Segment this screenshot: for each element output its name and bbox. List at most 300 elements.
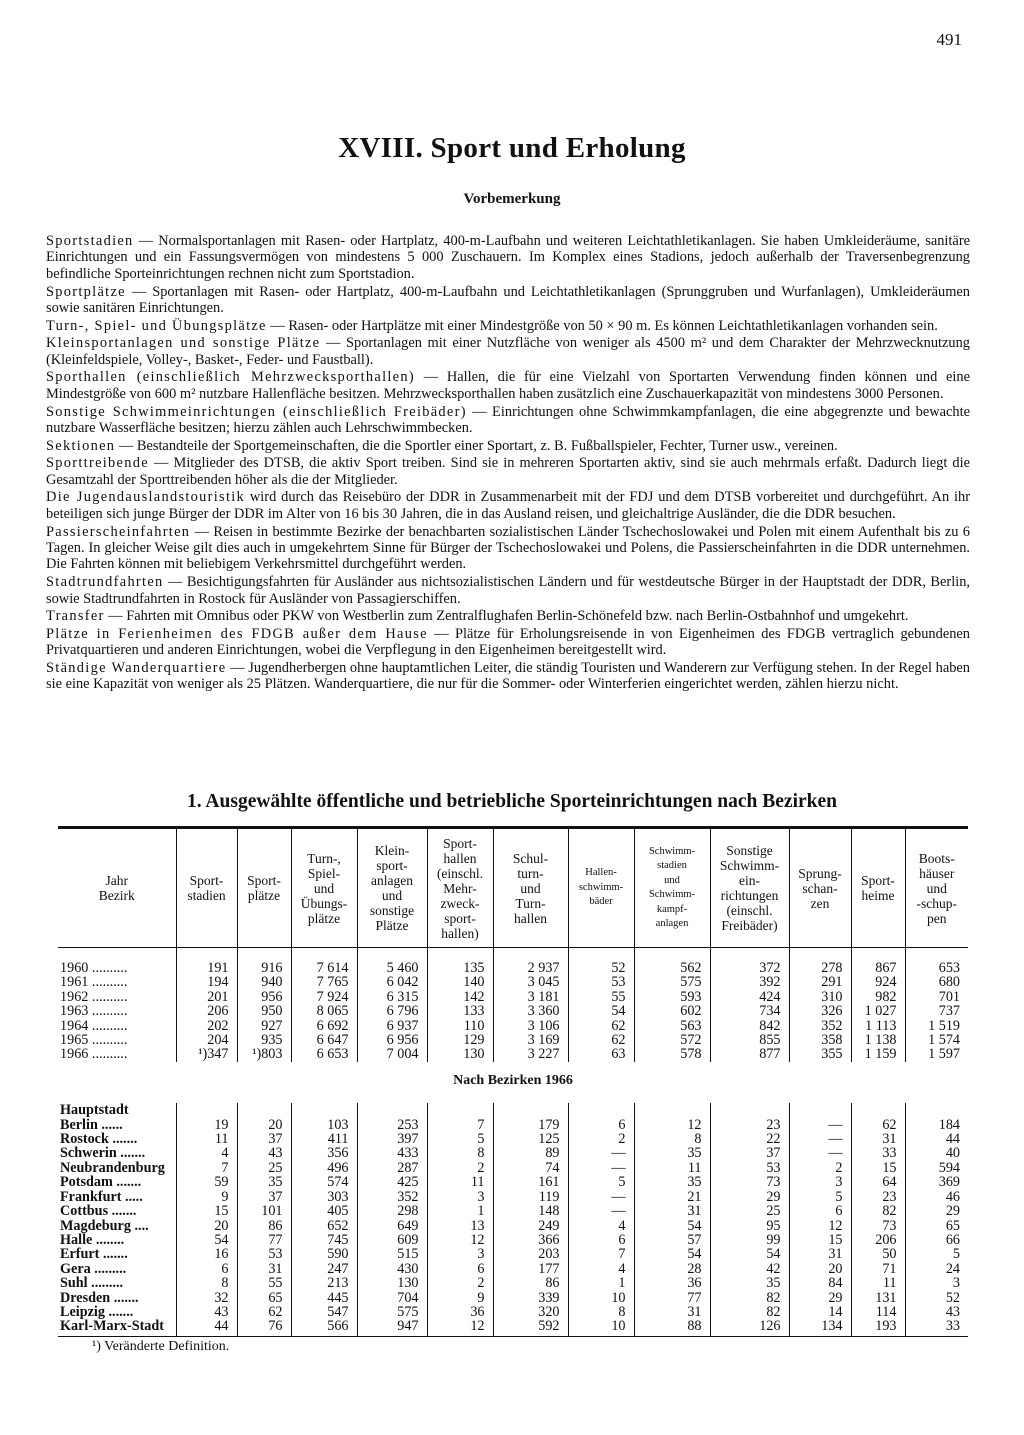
table-cell: 88 [634,1319,710,1336]
table-row [58,1004,968,1018]
table-cell: 6 796 [357,1004,427,1018]
table-cell: 592 [493,1319,568,1336]
row-label: 1966 .......... [60,1046,128,1063]
table-cell: 15 [176,1204,237,1218]
table-cell: 133 [427,1004,493,1018]
table-cell: 8 [634,1132,710,1146]
table-cell: 31 [789,1247,851,1261]
table-cell: 7 004 [357,1047,427,1061]
row-label: Karl-Marx-Stadt [58,1319,176,1336]
table-cell: 22 [710,1132,789,1146]
row-label: 1964 .......... [60,1017,128,1034]
table-cell: 425 [357,1175,427,1189]
table-cell: — [568,1204,634,1218]
table-row [58,1103,968,1117]
table-cell: 6 [176,1262,237,1276]
table-cell: 37 [237,1190,291,1204]
table-cell: 566 [291,1319,357,1336]
table-cell: 13 [427,1219,493,1233]
sports-facilities-table [58,826,968,1337]
table-cell: 2 [427,1161,493,1175]
table-cell: 15 [851,1161,905,1175]
table-cell: 202 [176,1019,237,1033]
table-cell: 734 [710,1004,789,1018]
table-cell: 6 647 [291,1033,357,1047]
table-cell [710,1103,789,1117]
definition-term: Kleinsportanlagen und sonstige Plätze [46,335,321,352]
table-cell: 3 [789,1175,851,1189]
column-header: Schwimm- stadien und Schwimm- kampf- anlagen [634,828,710,948]
table-cell: 574 [291,1175,357,1189]
definition-text: — Hallen, die für eine Vielzahl von Sportarten Verwendung finden können und eine Mindestgröße von 600 m² nutzbare Hallenfläche besitzen. Mehrzwecksporthallen haben zusätzlich eine Zuschauerkapazität von mindestens 3000 Personen. [46,369,971,402]
table-cell: 82 [710,1291,789,1305]
table-cell: 6 [568,1233,634,1247]
table-row [58,1233,968,1247]
table-cell: 57 [634,1233,710,1247]
table-cell: 10 [568,1291,634,1305]
row-label: 1965 .......... [60,1032,128,1049]
table-cell: 62 [568,1033,634,1047]
table-cell: 53 [710,1161,789,1175]
table-cell: 12 [427,1319,493,1336]
table-cell: 62 [851,1118,905,1132]
table-header-row [58,828,968,948]
table-cell: 129 [427,1033,493,1047]
table-cell: 602 [634,1004,710,1018]
definition-text: — Bestandteile der Sportgemeinschaften, die die Sportler einer Sportart, z. B. Fußballspieler, Fechter, Turner usw., vereinen. [115,437,838,454]
table-cell: 3 [427,1247,493,1261]
table-cell: 278 [789,948,851,976]
table-cell: 563 [634,1019,710,1033]
definition-entry [46,574,970,607]
table-cell: 339 [493,1291,568,1305]
row-label: Dresden ....... [60,1289,139,1306]
table-cell: 35 [634,1146,710,1160]
table-cell: 253 [357,1118,427,1132]
table-cell: 194 [176,975,237,989]
table-cell: 177 [493,1262,568,1276]
table-cell: 140 [427,975,493,989]
table-cell: 36 [634,1276,710,1290]
table-cell: 213 [291,1276,357,1290]
table-cell [905,1103,968,1117]
table-cell: 430 [357,1262,427,1276]
table-cell: 927 [237,1019,291,1033]
table-cell: 23 [710,1118,789,1132]
table-cell: 19 [176,1118,237,1132]
table-cell: 3 227 [493,1047,568,1061]
definition-text: — Reisen in bestimmte Bezirke der benachbarten sozialistischen Länder Tschechoslowakei und Polen mit einem Aufenthalt bis zu 6 Tagen. In gleicher Weise gilt dies auch in umgekehrtem Sinne für Bürger der Tschechoslowakei und Polens, die Passierscheinfahrten in die DDR unternehmen. Die Fahrten können mit beliebigem Verkehrsmittel durchgeführt werden. [46,523,970,573]
table-cell: 16 [176,1247,237,1261]
table-cell [291,1103,357,1117]
definition-term: Stadtrundfahrten [46,574,164,591]
table-cell: — [568,1161,634,1175]
table-cell: 5 [568,1175,634,1189]
table-cell: 392 [710,975,789,989]
table-cell: 5 [905,1247,968,1261]
table-cell: 148 [493,1204,568,1218]
table-cell: 572 [634,1033,710,1047]
chapter-title: XVIII. Sport und Erholung [338,132,686,164]
table-cell: 590 [291,1247,357,1261]
table-cell: — [568,1190,634,1204]
table-cell: 2 [568,1132,634,1146]
definition-text: wird durch das Reisebüro der DDR in Zusammenarbeit mit der FDJ und dem DTSB vorbereitet und durchgeführt. An ihr beteiligen sich junge Bürger der DDR im Alter von 16 bis 30 Jahren, die in das Ausland reisen, und gleichaltrige Ausländer, die die DDR besuchen. [46,489,970,522]
table-cell: 101 [237,1204,291,1218]
table-cell: 6 653 [291,1047,357,1061]
table-cell: 4 [568,1219,634,1233]
table-cell: 326 [789,1004,851,1018]
table-cell: 46 [905,1190,968,1204]
table-cell: 1 159 [851,1047,905,1061]
table-cell: 43 [176,1305,237,1319]
table-cell: 424 [710,990,789,1004]
table-cell: 578 [634,1047,710,1061]
table-cell: 21 [634,1190,710,1204]
table-cell: 867 [851,948,905,976]
table-cell: 63 [568,1047,634,1061]
row-label: 1962 .......... [60,988,128,1005]
table-cell: 562 [634,948,710,976]
definition-text: — Normalsportanlagen mit Rasen- oder Hartplatz, 400-m-Laufbahn und weiteren Leichtathletikanlagen. Sie haben Umkleideräume, sanitäre Einrichtungen und ein Fassungsvermögen von mindestens 5 000 Zuschauern. Im Komplex eines Stadions, jedoch außerhalb der Traversenbegrenzung befindliche Sporteinrichtungen rechnen nicht zum Sportstadion. [46,233,970,282]
table-cell: 31 [237,1262,291,1276]
table-cell: 1 [427,1204,493,1218]
footnote: ¹) Veränderte Definition. [92,1339,230,1354]
column-header: Klein- sport- anlagen und sonstige Plätze [357,828,427,948]
table-row [58,1175,968,1189]
definition-entry [46,369,970,402]
table-cell: 11 [176,1132,237,1146]
definition-entry [46,524,970,573]
table-cell: 37 [237,1132,291,1146]
row-label: Schwerin ....... [60,1145,146,1162]
table-cell: 50 [851,1247,905,1261]
table-cell: 76 [237,1319,291,1336]
table-cell: 356 [291,1146,357,1160]
table-cell: 131 [851,1291,905,1305]
row-label: Suhl ......... [60,1275,124,1292]
table-row [58,1305,968,1319]
table-cell: 53 [237,1247,291,1261]
table-cell: 55 [568,990,634,1004]
table-cell: 184 [905,1118,968,1132]
table-cell: 15 [789,1233,851,1247]
table-cell: 161 [493,1175,568,1189]
table-row [58,1047,968,1061]
table-cell: 65 [905,1219,968,1233]
table-cell: 35 [710,1276,789,1290]
table-cell: 86 [493,1276,568,1290]
table-cell: 1 113 [851,1019,905,1033]
row-label: 1960 .......... [60,960,128,976]
table-cell: 8 [427,1146,493,1160]
table-cell: 25 [710,1204,789,1218]
table-cell: 7 765 [291,975,357,989]
table-cell: 2 [789,1161,851,1175]
table-cell: 6 956 [357,1033,427,1047]
table-cell: 291 [789,975,851,989]
table-cell: 7 614 [291,948,357,976]
table-cell: 29 [710,1190,789,1204]
table-row [58,1319,968,1336]
table-cell: 2 937 [493,948,568,976]
column-header: Boots- häuser und -schup- pen [905,828,968,948]
row-label: Halle ........ [60,1231,125,1248]
table-cell: 515 [357,1247,427,1261]
table-cell: 310 [789,990,851,1004]
table-cell: 653 [905,948,968,976]
table-cell: 84 [789,1276,851,1290]
row-label: Leipzig ....... [60,1303,134,1320]
table-cell: 352 [789,1019,851,1033]
table-cell: 445 [291,1291,357,1305]
table-row [58,1204,968,1218]
table-row [58,1190,968,1204]
table-cell: 206 [851,1233,905,1247]
table-cell: 249 [493,1219,568,1233]
table-cell: 877 [710,1047,789,1061]
preface-heading: Vorbemerkung [463,191,561,207]
row-label: Frankfurt ..... [60,1188,143,1205]
table-cell: 31 [851,1132,905,1146]
table-cell: 1 027 [851,1004,905,1018]
table-cell: 71 [851,1262,905,1276]
table-row [58,948,968,976]
table-cell: 3 360 [493,1004,568,1018]
table-cell: 135 [427,948,493,976]
table-cell: 36 [427,1305,493,1319]
table-cell: 82 [851,1204,905,1218]
definition-term: Plätze in Ferienheimen des FDGB außer dem Hause [46,625,428,642]
table-row [58,1276,968,1290]
table-cell: 6 315 [357,990,427,1004]
table-cell: 594 [905,1161,968,1175]
definition-entry [46,455,970,488]
table-cell: 704 [357,1291,427,1305]
table-cell: 201 [176,990,237,1004]
table-cell: 114 [851,1305,905,1319]
row-label: Gera ......... [60,1260,127,1277]
table-cell: 680 [905,975,968,989]
table-cell [568,1103,634,1117]
table-cell: — [789,1132,851,1146]
table-cell: 11 [427,1175,493,1189]
table-cell: 9 [427,1291,493,1305]
column-header: Sprung- schan- zen [789,828,851,948]
row-label: 1961 .......... [60,974,128,991]
table-cell [789,1103,851,1117]
definition-term: Sportplätze [46,283,126,300]
table-row [58,1118,968,1132]
table-cell [493,1103,568,1117]
table-cell: 6 042 [357,975,427,989]
table-cell: 43 [905,1305,968,1319]
table-cell: 66 [905,1233,968,1247]
table-title: 1. Ausgewählte öffentliche und betriebliche Sporteinrichtungen nach Bezirken [187,791,837,812]
table-row [58,990,968,1004]
table-cell: 947 [357,1319,427,1336]
definition-text: — Rasen- oder Hartplätze mit einer Mindestgröße von 50 × 90 m. Es können Leichtathletikanlagen vorhanden sein. [266,317,938,334]
table-cell: 1 138 [851,1033,905,1047]
table-cell: 29 [789,1291,851,1305]
table-row [58,1291,968,1305]
table-cell: 20 [176,1219,237,1233]
table-cell: 6 [568,1118,634,1132]
table-cell: 14 [789,1305,851,1319]
definition-entry [46,335,970,368]
table-cell: 303 [291,1190,357,1204]
table-cell [237,1103,291,1117]
table-cell: 11 [851,1276,905,1290]
definition-term: Sonstige Schwimmeinrichtungen (einschließlich Freibäder) [46,403,467,420]
table-cell: 3 [905,1276,968,1290]
table-subheading: Nach Bezirken 1966 [453,1072,573,1088]
table-cell: 405 [291,1204,357,1218]
definition-term: Transfer [46,608,105,625]
table-cell: — [789,1118,851,1132]
table-cell: 53 [568,975,634,989]
table-cell: 397 [357,1132,427,1146]
table-cell: 130 [357,1276,427,1290]
table-row [58,1161,968,1175]
row-label: Cottbus ....... [60,1203,137,1220]
table-cell: 130 [427,1047,493,1061]
column-header: Sport- stadien [176,828,237,948]
table-cell: 28 [634,1262,710,1276]
table-cell [176,1103,237,1117]
definition-term: Sektionen [46,437,116,454]
table-cell: 652 [291,1219,357,1233]
table-cell: 1 519 [905,1019,968,1033]
table-cell: 42 [710,1262,789,1276]
table-cell: 64 [851,1175,905,1189]
table-cell: 24 [905,1262,968,1276]
definition-entry [46,284,970,317]
table-cell: 609 [357,1233,427,1247]
column-header: Hallen- schwimm- bäder [568,828,634,948]
table-cell: 7 [568,1247,634,1261]
table-cell: 74 [493,1161,568,1175]
table-cell: 11 [634,1161,710,1175]
table-cell: 29 [905,1204,968,1218]
table-cell: 12 [789,1219,851,1233]
definition-term: Sporthallen (einschließlich Mehrzwecksporthallen) [46,369,415,386]
table-cell: 8 065 [291,1004,357,1018]
table-row [58,1132,968,1146]
table-cell: 247 [291,1262,357,1276]
table-cell: 7 [427,1118,493,1132]
table-cell: — [789,1146,851,1160]
table-row [58,1262,968,1276]
row-label: Berlin ...... [60,1116,123,1133]
table-cell: 77 [237,1233,291,1247]
table-cell: 372 [710,948,789,976]
table-cell: 31 [634,1305,710,1319]
table-row [58,1219,968,1233]
definition-term: Passierscheinfahrten [46,523,191,540]
table-cell: 5 460 [357,948,427,976]
definition-text: — Besichtigungsfahrten für Ausländer aus nichtsozialistischen Ländern und für westdeutsche Bürger in der Hauptstadt der DDR, Berlin, sowie Stadtrundfahrten in Rostock für Ausländer von Passagierschiffen. [46,574,970,607]
table-cell: 12 [427,1233,493,1247]
table-cell: 3 106 [493,1019,568,1033]
table-cell: 20 [237,1118,291,1132]
table-cell: 203 [493,1247,568,1261]
definition-entry [46,660,970,693]
table-cell: 110 [427,1019,493,1033]
table-cell: 52 [905,1291,968,1305]
table-cell: 701 [905,990,968,1004]
table-cell: 6 692 [291,1019,357,1033]
table-cell: 43 [237,1146,291,1160]
table-cell: 916 [237,948,291,976]
table-cell: 73 [710,1175,789,1189]
table-cell: 125 [493,1132,568,1146]
column-header: Schul- turn- und Turn- hallen [493,828,568,948]
table-cell: 950 [237,1004,291,1018]
column-header: Sport- heime [851,828,905,948]
table-cell: 6 937 [357,1019,427,1033]
table-cell: 20 [789,1262,851,1276]
column-header: Sport- plätze [237,828,291,948]
table-cell: 54 [568,1004,634,1018]
table-cell: 62 [237,1305,291,1319]
table-cell: 3 181 [493,990,568,1004]
table-cell: 23 [851,1190,905,1204]
table-cell: 35 [634,1175,710,1189]
definition-text: — Einrichtungen ohne Schwimmkampfanlagen, die eine abgegrenzte und bewachte nutzbare Wasserfläche besitzen; hierzu zählen auch Lehrschwimmbecken. [46,403,970,436]
table-cell: 940 [237,975,291,989]
table-cell: 745 [291,1233,357,1247]
table-cell: 25 [237,1161,291,1175]
table-cell: 12 [634,1118,710,1132]
table-cell: 1 [568,1276,634,1290]
definition-text: — Sportanlagen mit Rasen- oder Hartplatz, 400-m-Laufbahn und Leichtathletikanlagen (Sprunggruben und Wurfanlagen), Umkleideräumen sowie sanitären Einrichtungen. [46,283,970,316]
definition-text: — Plätze für Erholungsreisende in von Eigenheimen des FDGB vertraglich gebundenen Privatquartieren und anderen Einrichtungen, wobei die Verpflegung in den Eigenheimen bereitgestellt wird. [46,625,970,659]
table-cell: 65 [237,1291,291,1305]
table-cell: 935 [237,1033,291,1047]
table-cell: 7 [176,1161,237,1175]
definition-entry [46,438,970,454]
definition-entry [46,626,970,659]
table-cell: 134 [789,1319,851,1336]
table-cell: 3 [427,1190,493,1204]
table-cell: 355 [789,1047,851,1061]
row-label: 1963 .......... [60,1003,128,1020]
definition-entry [46,233,970,282]
definition-text: — Fahrten mit Omnibus oder PKW von Westberlin zum Zentralflughafen Berlin-Schönefeld bzw. nach Berlin-Ostbahnhof und umgekehrt. [104,608,909,625]
table-cell: 193 [851,1319,905,1336]
table-row [58,1033,968,1047]
table-cell: 1 574 [905,1033,968,1047]
table-cell: 5 [789,1190,851,1204]
table-cell: 411 [291,1132,357,1146]
table-cell: 82 [710,1305,789,1319]
table-cell: 737 [905,1004,968,1018]
table-cell: 9 [176,1190,237,1204]
definition-text: — Jugendherbergen ohne hauptamtlichen Leiter, die ständig Touristen und Wanderern zur Verfügung stehen. In der Regel haben sie eine Kapazität von weniger als 25 Plätzen. Wanderquartiere, die nur für die Sommer- oder Winterferien eingerichtet werden, zählen hierzu nicht. [46,660,971,693]
table-cell: 982 [851,990,905,1004]
table-row [58,1019,968,1033]
table-cell: 179 [493,1118,568,1132]
table-cell: 204 [176,1033,237,1047]
table-cell [427,1103,493,1117]
definition-term: Turn-, Spiel- und Übungsplätze [46,317,267,334]
definition-term: Sporttreibende [46,455,149,472]
table-cell: 37 [710,1146,789,1160]
page-number: 491 [936,30,962,49]
table-cell: 44 [905,1132,968,1146]
table-cell: 95 [710,1219,789,1233]
